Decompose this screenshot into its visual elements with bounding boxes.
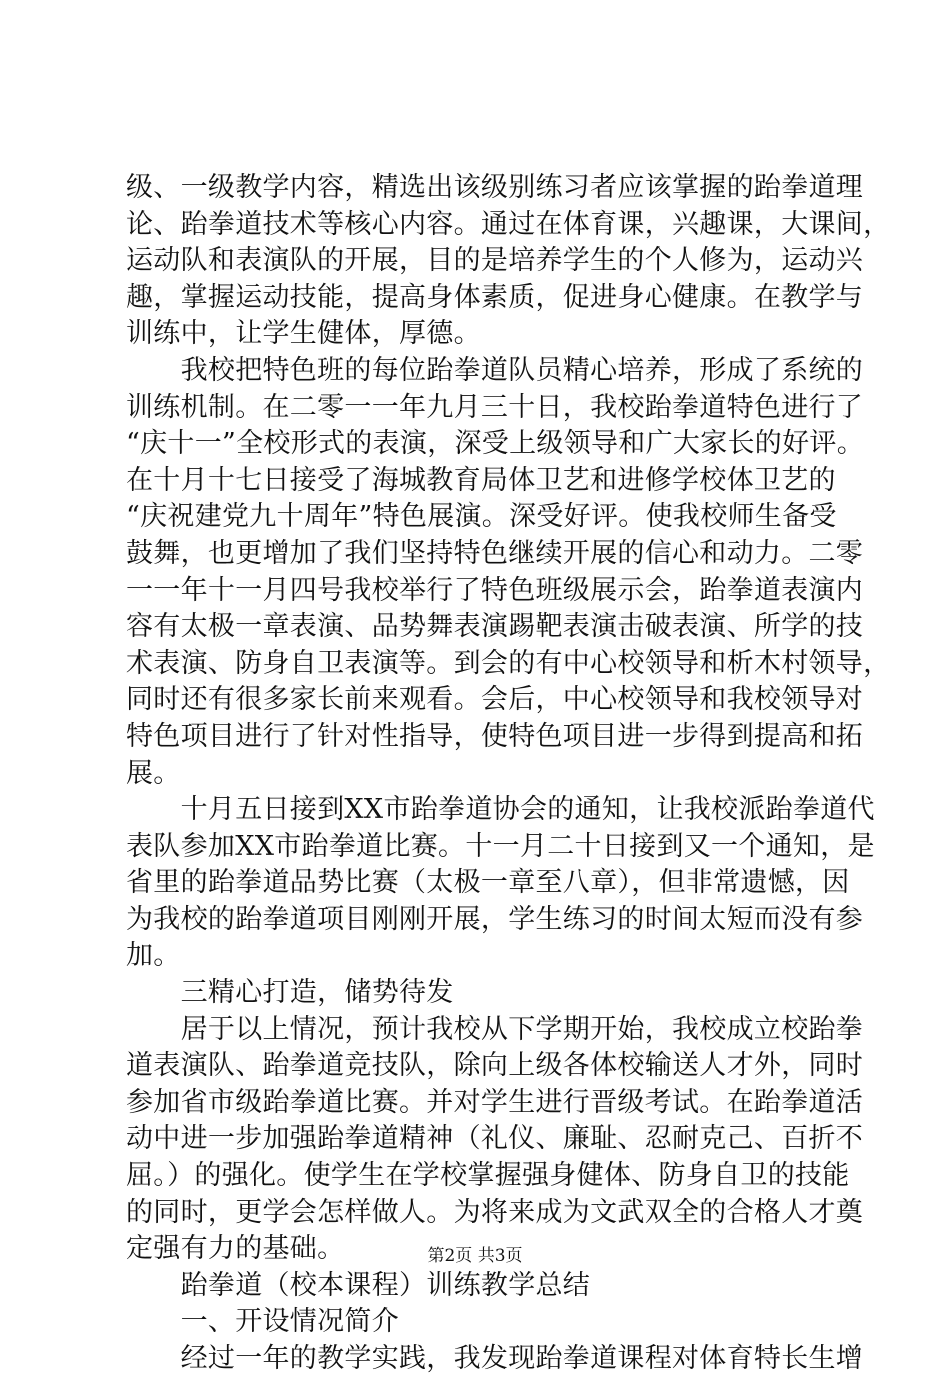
text-line: 同时还有很多家长前来观看。会后，中心校领导和我校领导对 xyxy=(126,684,864,716)
text-line: 三精心打造，储势待发 xyxy=(126,977,454,1009)
text-line: 定强有力的基础。 xyxy=(126,1233,345,1265)
text-line: 的同时，更学会怎样做人。为将来成为文武双全的合格人才奠 xyxy=(126,1196,864,1228)
text-line: 趣，掌握运动技能，提高身体素质，促进身心健康。在教学与 xyxy=(126,281,864,313)
document-body xyxy=(126,170,891,1378)
text-line: 我校把特色班的每位跆拳道队员精心培养，形成了系统的 xyxy=(126,354,864,386)
text-line: 居于以上情况，预计我校从下学期开始，我校成立校跆拳 xyxy=(126,1013,864,1045)
text-line: 一、开设情况简介 xyxy=(126,1306,399,1338)
text-line: 道表演队、跆拳道竞技队，除向上级各体校输送人才外，同时 xyxy=(126,1050,864,1082)
text-line: 表队参加XX市跆拳道比赛。十一月二十日接到又一个通知，是 xyxy=(126,830,875,862)
text-line: 为我校的跆拳道项目刚刚开展，学生练习的时间太短而没有参 xyxy=(126,903,864,935)
text-line: 参加省市级跆拳道比赛。并对学生进行晋级考试。在跆拳道活 xyxy=(126,1086,864,1118)
text-line: 十月五日接到XX市跆拳道协会的通知，让我校派跆拳道代 xyxy=(126,794,875,826)
text-line: 论、跆拳道技术等核心内容。通过在体育课，兴趣课，大课间， xyxy=(126,208,891,240)
text-line: 鼓舞，也更增加了我们坚持特色继续开展的信心和动力。二零 xyxy=(126,537,864,569)
text-line: “庆祝建党九十周年”特色展演。深受好评。使我校师生备受 xyxy=(126,501,837,533)
text-line: 一一年十一月四号我校举行了特色班级展示会，跆拳道表演内 xyxy=(126,574,864,606)
text-line: 训练机制。在二零一一年九月三十日，我校跆拳道特色进行了 xyxy=(126,391,864,423)
text-line: 省里的跆拳道品势比赛（太极一章至八章），但非常遗憾，因 xyxy=(126,867,850,899)
text-line: 特色项目进行了针对性指导，使特色项目进一步得到提高和拓 xyxy=(126,720,864,752)
text-line: 屈。）的强化。使学生在学校掌握强身健体、防身自卫的技能 xyxy=(126,1160,850,1192)
text-line: 级、一级教学内容，精选出该级别练习者应该掌握的跆拳道理 xyxy=(126,172,864,203)
text-line: 容有太极一章表演、品势舞表演踢靶表演击破表演、所学的技 xyxy=(126,611,864,643)
text-line: 训练中，让学生健体，厚德。 xyxy=(126,318,481,350)
text-line: 术表演、防身自卫表演等。到会的有中心校领导和析木村领导， xyxy=(126,647,891,679)
text-line: “庆十一”全校形式的表演，深受上级领导和广大家长的好评。 xyxy=(126,428,865,460)
text-line: 动中进一步加强跆拳道精神（礼仪、廉耻、忍耐克己、百折不 xyxy=(126,1123,864,1155)
text-line: 运动队和表演队的开展，目的是培养学生的个人修为，运动兴 xyxy=(126,245,864,277)
text-line: 加。 xyxy=(126,940,181,972)
text-line: 在十月十七日接受了海城教育局体卫艺和进修学校体卫艺的 xyxy=(126,464,836,496)
text-line: 跆拳道（校本课程）训练教学总结 xyxy=(126,1269,591,1301)
text-line: 展。 xyxy=(126,757,181,789)
text-line: 经过一年的教学实践，我发现跆拳道课程对体育特长生增 xyxy=(126,1343,864,1374)
page-footer: 第2页 共3页 xyxy=(427,1246,523,1266)
